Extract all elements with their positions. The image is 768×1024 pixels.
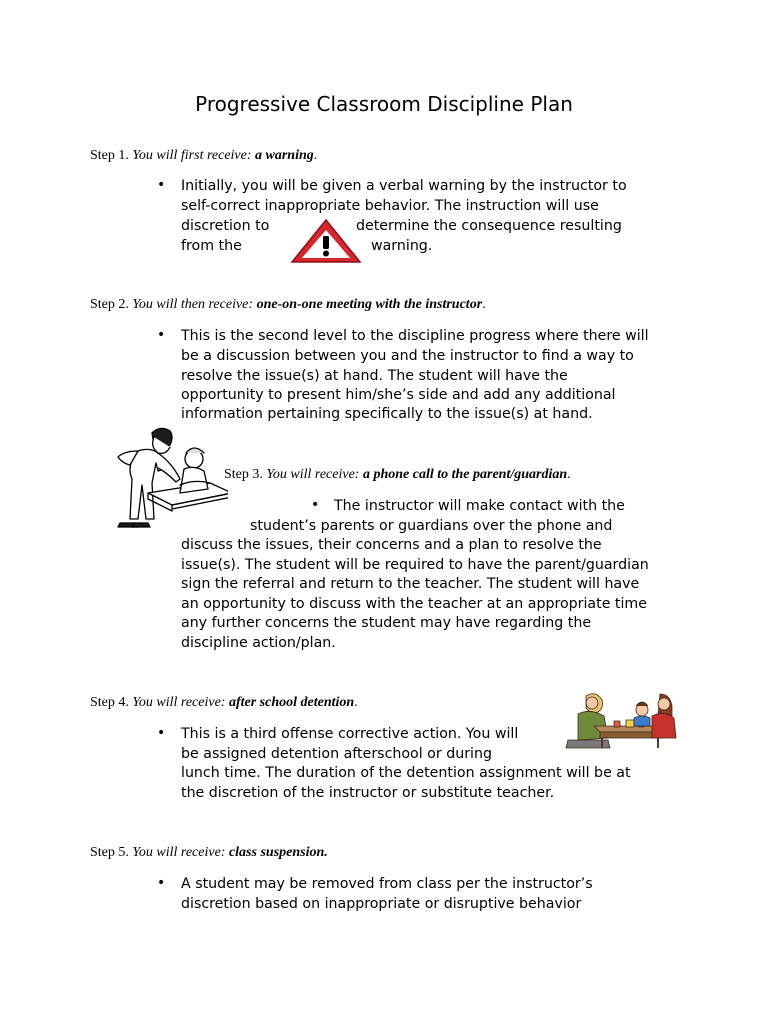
step-5-line-2: discretion based on inappropriate or disruptive behavior (181, 896, 582, 912)
step-5-lead: You will receive: (132, 845, 226, 860)
step-3-line-5: sign the referral and return to the teacher. The student will have (181, 576, 640, 592)
step-3-heading (224, 467, 571, 483)
teacher-helping-student-icon (108, 423, 228, 529)
step-1-prefix: Step 1. (90, 148, 129, 163)
step-5-heading (90, 845, 328, 861)
step-1-heading (90, 148, 317, 164)
bullet-icon: • (157, 875, 166, 891)
step-3-prefix: Step 3. (224, 467, 263, 482)
step-3-line-4: issue(s). The student will be required to have the parent/guardian (181, 557, 649, 573)
step-4-tail: . (354, 695, 358, 710)
detention-table-icon (564, 690, 678, 750)
step-1-line-1: Initially, you will be given a verbal warning by the instructor to (181, 178, 627, 194)
step-5-line-1: A student may be removed from class per the instructor’s (181, 876, 593, 892)
step-2-prefix: Step 2. (90, 297, 129, 312)
step-4-prefix: Step 4. (90, 695, 129, 710)
step-3-line-3: discuss the issues, their concerns and a plan to resolve the (181, 537, 602, 553)
step-2-line-1: This is the second level to the discipline progress where there will (181, 328, 649, 344)
step-4-line-3: lunch time. The duration of the detention assignment will be at (181, 765, 631, 781)
step-1-line-6: warning. (371, 238, 433, 254)
step-3-line-6: an opportunity to discuss with the teacher at an appropriate time (181, 596, 647, 612)
step-2-lead: You will then receive: (132, 297, 254, 312)
step-2-line-2: be a discussion between you and the instructor to find a way to (181, 348, 634, 364)
step-4-lead: You will receive: (132, 695, 226, 710)
bullet-icon: • (157, 327, 166, 343)
step-4-emphasis: after school detention (228, 695, 355, 710)
step-5-prefix: Step 5. (90, 845, 129, 860)
step-3-tail: . (567, 467, 571, 482)
step-1-line-4: determine the consequence resulting (356, 218, 622, 234)
step-1-line-5: from the (181, 238, 242, 254)
bullet-icon: • (157, 177, 166, 193)
step-4-heading (90, 695, 358, 711)
step-3-line-7: any further concerns the student may have regarding the (181, 615, 592, 631)
step-2-emphasis: one-on-one meeting with the instructor (256, 297, 483, 312)
step-4-line-1: This is a third offense corrective action. You will (181, 726, 519, 742)
step-5-emphasis: class suspension. (228, 845, 328, 860)
step-1-lead: You will first receive: (132, 148, 252, 163)
page-title: Progressive Classroom Discipline Plan (195, 92, 573, 116)
bullet-icon: • (311, 497, 320, 513)
step-3-line-2: student’s parents or guardians over the phone and (250, 518, 613, 534)
step-3-line-8: discipline action/plan. (181, 635, 336, 651)
step-3-line-1: The instructor will make contact with the (334, 498, 625, 514)
step-1-line-2: self-correct inappropriate behavior. The instruction will use (181, 198, 599, 214)
step-1-emphasis: a warning (255, 148, 314, 163)
step-4-line-4: the discretion of the instructor or substitute teacher. (181, 785, 555, 801)
step-2-line-3: resolve the issue(s) at hand. The student will have the (181, 368, 568, 384)
step-3-emphasis: a phone call to the parent/guardian (362, 467, 568, 482)
step-1-tail: . (313, 148, 318, 163)
step-3-lead: You will receive: (266, 467, 360, 482)
warning-triangle-icon (290, 218, 362, 264)
step-1-line-3: discretion to (181, 218, 270, 234)
step-2-line-5: information pertaining specifically to the issue(s) at hand. (181, 406, 593, 422)
step-4-line-2: be assigned detention afterschool or during (181, 746, 492, 762)
step-2-tail: . (482, 297, 486, 312)
step-2-heading (90, 297, 486, 313)
step-2-line-4: opportunity to present him/she’s side and add any additional (181, 387, 616, 403)
bullet-icon: • (157, 725, 166, 741)
